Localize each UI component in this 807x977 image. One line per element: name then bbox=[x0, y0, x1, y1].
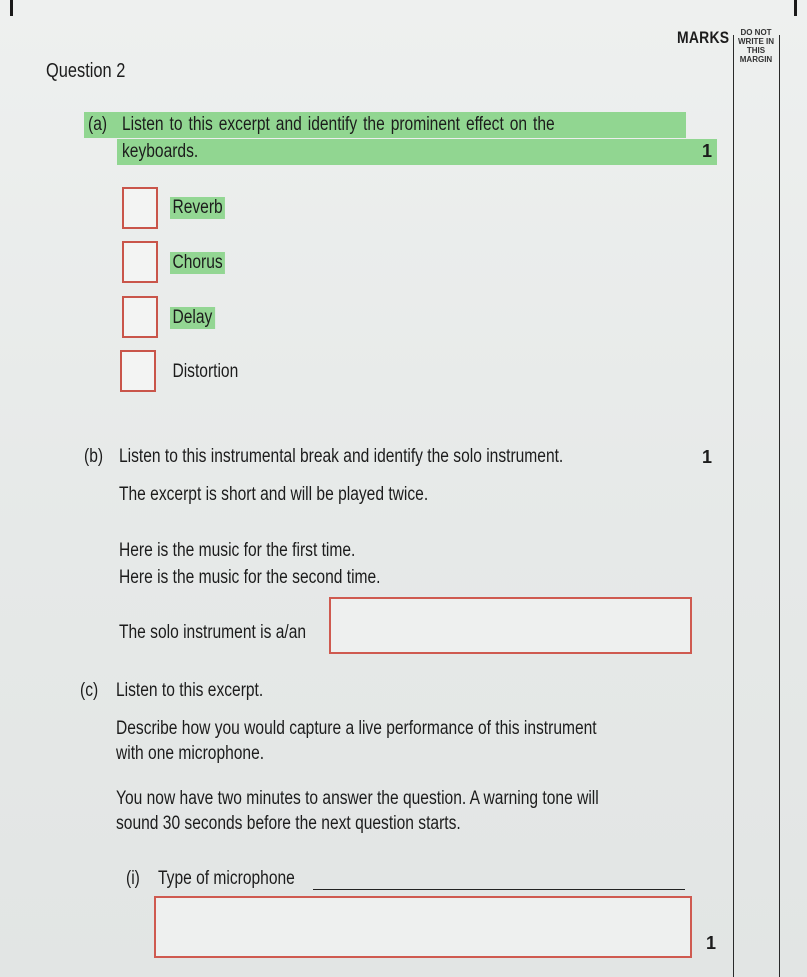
checkbox-reverb[interactable] bbox=[122, 187, 158, 229]
part-b-line3: Here is the music for the first time. bbox=[119, 540, 356, 561]
option-label-delay: Delay bbox=[170, 307, 215, 329]
part-c-line1: Listen to this excerpt. bbox=[116, 680, 264, 701]
option-label-reverb: Reverb bbox=[170, 197, 225, 219]
microphone-type-answer-box[interactable] bbox=[154, 896, 692, 958]
part-b-line4: Here is the music for the second time. bbox=[119, 567, 381, 588]
checkbox-delay[interactable] bbox=[122, 296, 158, 338]
part-c-line3: with one microphone. bbox=[116, 743, 265, 764]
part-c-label: (c) bbox=[80, 680, 99, 701]
part-b-label: (b) bbox=[84, 446, 104, 467]
part-b-marks: 1 bbox=[702, 447, 713, 467]
question-title: Question 2 bbox=[46, 60, 126, 82]
part-c-sub-i-label: (i) bbox=[126, 868, 140, 889]
margin-line-left bbox=[733, 35, 734, 977]
page-corner-mark-left bbox=[10, 0, 13, 16]
part-c-line2: Describe how you would capture a live performance of this instrument bbox=[116, 718, 597, 739]
part-c-line5: sound 30 seconds before the next question starts. bbox=[116, 813, 461, 834]
checkbox-distortion[interactable] bbox=[120, 350, 156, 392]
microphone-type-underline bbox=[313, 889, 685, 890]
part-b-answer-prompt: The solo instrument is a/an bbox=[119, 622, 307, 643]
part-b-question-line1: Listen to this instrumental break and identify the solo instrument. bbox=[119, 446, 564, 467]
part-b-line2: The excerpt is short and will be played twice. bbox=[119, 484, 429, 505]
option-label-distortion: Distortion bbox=[172, 361, 239, 382]
margin-line-right bbox=[779, 35, 780, 977]
page-corner-mark-right bbox=[794, 0, 797, 16]
marks-header: MARKS bbox=[677, 28, 730, 47]
part-a-question-line1: Listen to this excerpt and identify the prominent effect on the bbox=[122, 114, 555, 135]
part-a-question-line2: keyboards. bbox=[122, 141, 199, 162]
checkbox-chorus[interactable] bbox=[122, 241, 158, 283]
part-a-label: (a) bbox=[88, 114, 108, 135]
part-c-line4: You now have two minutes to answer the question. A warning tone will bbox=[116, 788, 599, 809]
margin-note: DO NOT WRITE IN THIS MARGIN bbox=[738, 28, 774, 64]
part-c-sub-i-prompt: Type of microphone bbox=[158, 868, 295, 889]
solo-instrument-answer-box[interactable] bbox=[329, 597, 692, 654]
part-a-highlight-line2 bbox=[117, 139, 717, 165]
part-a-marks: 1 bbox=[702, 141, 713, 161]
option-label-chorus: Chorus bbox=[170, 252, 225, 274]
part-c-sub-i-marks: 1 bbox=[706, 933, 717, 953]
